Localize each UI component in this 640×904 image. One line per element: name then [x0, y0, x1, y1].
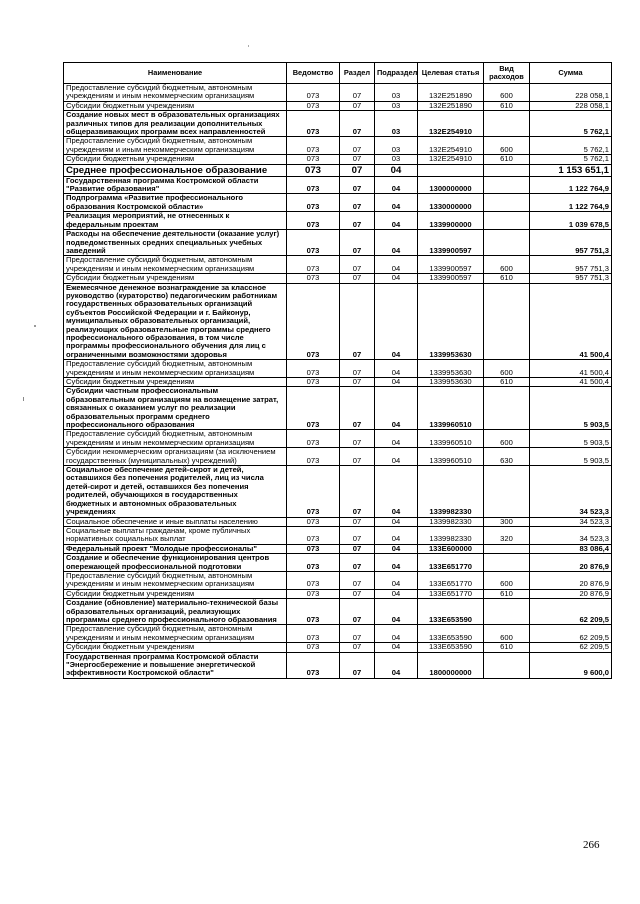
- scan-artifact: [248, 45, 249, 47]
- cell-exptype: 320: [484, 526, 530, 544]
- cell-subsection: 04: [375, 517, 418, 526]
- cell-name: Предоставление субсидий бюджетным, автономным учреждениям и иным некоммерческим организациям: [64, 256, 287, 274]
- table-row: [64, 554, 612, 572]
- cell-dept: 073: [287, 111, 340, 137]
- cell-sum: 83 086,4: [530, 544, 612, 553]
- cell-sum: 957 751,3: [530, 274, 612, 283]
- cell-name: Субсидии некоммерческим организациям (за исключением государственных (муниципальных) учреждений): [64, 448, 287, 466]
- cell-subsection: 04: [375, 526, 418, 544]
- header-exptype: Вид расходов: [484, 63, 530, 84]
- cell-target: 1339982330: [418, 466, 484, 517]
- cell-dept: 073: [287, 256, 340, 274]
- cell-subsection: 04: [375, 466, 418, 517]
- cell-section: 07: [340, 643, 375, 652]
- table-row: [64, 466, 612, 517]
- cell-exptype: [484, 544, 530, 553]
- table-row: [64, 274, 612, 283]
- header-section: Раздел: [340, 63, 375, 84]
- table-row: [64, 137, 612, 155]
- cell-exptype: 300: [484, 517, 530, 526]
- cell-name: Предоставление субсидий бюджетным, автономным учреждениям и иным некоммерческим организациям: [64, 625, 287, 643]
- cell-sum: 1 122 764,9: [530, 176, 612, 194]
- cell-subsection: 04: [375, 360, 418, 378]
- cell-dept: 073: [287, 448, 340, 466]
- cell-exptype: 600: [484, 360, 530, 378]
- cell-name: Субсидии бюджетным учреждениям: [64, 101, 287, 110]
- cell-name: Субсидии бюджетным учреждениям: [64, 274, 287, 283]
- cell-section: 07: [340, 230, 375, 256]
- cell-name: Предоставление субсидий бюджетным, автономным учреждениям и иным некоммерческим организациям: [64, 430, 287, 448]
- cell-section: 07: [340, 194, 375, 212]
- cell-dept: 073: [287, 176, 340, 194]
- cell-target: 132E254910: [418, 137, 484, 155]
- cell-dept: 073: [287, 212, 340, 230]
- cell-sum: 20 876,9: [530, 589, 612, 598]
- cell-name: Расходы на обеспечение деятельности (оказание услуг) подведомственных средних специальных учебных заведений: [64, 230, 287, 256]
- cell-exptype: 600: [484, 625, 530, 643]
- table-row: [64, 194, 612, 212]
- cell-section: 07: [340, 378, 375, 387]
- cell-section: 07: [340, 212, 375, 230]
- cell-name: Предоставление субсидий бюджетным, автономным учреждениям и иным некоммерческим организациям: [64, 360, 287, 378]
- cell-exptype: 600: [484, 571, 530, 589]
- cell-section: 07: [340, 430, 375, 448]
- cell-exptype: [484, 652, 530, 678]
- cell-subsection: 03: [375, 155, 418, 164]
- cell-sum: 62 209,5: [530, 643, 612, 652]
- cell-exptype: [484, 111, 530, 137]
- cell-sum: 228 058,1: [530, 101, 612, 110]
- cell-dept: 073: [287, 360, 340, 378]
- cell-exptype: 600: [484, 84, 530, 102]
- cell-exptype: [484, 230, 530, 256]
- cell-sum: 228 058,1: [530, 84, 612, 102]
- cell-target: 1339982330: [418, 526, 484, 544]
- cell-sum: 1 153 651,1: [530, 164, 612, 176]
- cell-dept: 073: [287, 625, 340, 643]
- cell-exptype: [484, 283, 530, 360]
- cell-section: 07: [340, 155, 375, 164]
- cell-section: 07: [340, 101, 375, 110]
- table-row: [64, 283, 612, 360]
- cell-dept: 073: [287, 283, 340, 360]
- cell-exptype: 600: [484, 430, 530, 448]
- budget-table: [63, 62, 612, 679]
- cell-dept: 073: [287, 571, 340, 589]
- cell-subsection: 04: [375, 544, 418, 553]
- cell-exptype: 630: [484, 448, 530, 466]
- cell-target: 1300000000: [418, 176, 484, 194]
- cell-section: 07: [340, 274, 375, 283]
- cell-section: 07: [340, 164, 375, 176]
- cell-target: 133E651770: [418, 571, 484, 589]
- cell-target: 133E600000: [418, 544, 484, 553]
- cell-target: 1339982330: [418, 517, 484, 526]
- cell-dept: 073: [287, 526, 340, 544]
- cell-subsection: 04: [375, 448, 418, 466]
- table-row: [64, 360, 612, 378]
- cell-exptype: [484, 387, 530, 430]
- table-row: [64, 599, 612, 625]
- cell-exptype: 600: [484, 137, 530, 155]
- cell-exptype: 610: [484, 101, 530, 110]
- cell-subsection: 04: [375, 599, 418, 625]
- cell-subsection: 04: [375, 589, 418, 598]
- table-row: [64, 176, 612, 194]
- cell-sum: 1 122 764,9: [530, 194, 612, 212]
- cell-target: 1800000000: [418, 652, 484, 678]
- cell-section: 07: [340, 137, 375, 155]
- cell-exptype: [484, 176, 530, 194]
- cell-exptype: 610: [484, 378, 530, 387]
- cell-dept: 073: [287, 194, 340, 212]
- cell-sum: 41 500,4: [530, 283, 612, 360]
- cell-name: Государственная программа Костромской области "Развитие образования": [64, 176, 287, 194]
- cell-dept: 073: [287, 554, 340, 572]
- scan-artifact: [23, 397, 24, 401]
- table-row: [64, 164, 612, 176]
- cell-dept: 073: [287, 652, 340, 678]
- cell-exptype: [484, 554, 530, 572]
- cell-exptype: 600: [484, 256, 530, 274]
- cell-section: 07: [340, 554, 375, 572]
- cell-sum: 20 876,9: [530, 554, 612, 572]
- cell-sum: 62 209,5: [530, 599, 612, 625]
- cell-name: Ежемесячное денежное вознаграждение за классное руководство (кураторство) педагогическим работникам государственных образовательных организаций субъектов Российской Федерации и г. Байконур, муниципальных образовательных организаций, реализующих образовательные программы среднего профессионального образования, в том числе программы профессионального обучения для лиц с ограниченными возможностями здоровья: [64, 283, 287, 360]
- cell-subsection: 04: [375, 378, 418, 387]
- cell-target: 132E251890: [418, 84, 484, 102]
- cell-subsection: 04: [375, 176, 418, 194]
- header-subsection: Подраздел: [375, 63, 418, 84]
- cell-exptype: [484, 466, 530, 517]
- cell-section: 07: [340, 283, 375, 360]
- cell-target: 133E653590: [418, 599, 484, 625]
- cell-subsection: 03: [375, 111, 418, 137]
- cell-section: 07: [340, 526, 375, 544]
- cell-dept: 073: [287, 643, 340, 652]
- cell-dept: 073: [287, 230, 340, 256]
- cell-target: 132E254910: [418, 111, 484, 137]
- cell-section: 07: [340, 387, 375, 430]
- table-row: [64, 517, 612, 526]
- table-row: [64, 84, 612, 102]
- cell-dept: 073: [287, 155, 340, 164]
- cell-exptype: [484, 164, 530, 176]
- cell-sum: 62 209,5: [530, 625, 612, 643]
- cell-name: Среднее профессиональное образование: [64, 164, 287, 176]
- scan-artifact: [34, 325, 36, 327]
- cell-target: 132E251890: [418, 101, 484, 110]
- cell-exptype: [484, 194, 530, 212]
- table-row: [64, 212, 612, 230]
- cell-section: 07: [340, 448, 375, 466]
- cell-target: 133E651770: [418, 554, 484, 572]
- cell-exptype: 610: [484, 274, 530, 283]
- cell-dept: 073: [287, 274, 340, 283]
- table-row: [64, 526, 612, 544]
- cell-target: 1339960510: [418, 430, 484, 448]
- page-number: 266: [583, 839, 600, 851]
- cell-name: Предоставление субсидий бюджетным, автономным учреждениям и иным некоммерческим организациям: [64, 84, 287, 102]
- header-target: Целевая статья: [418, 63, 484, 84]
- cell-sum: 1 039 678,5: [530, 212, 612, 230]
- cell-sum: 5 762,1: [530, 155, 612, 164]
- table-row: [64, 111, 612, 137]
- cell-sum: 957 751,3: [530, 256, 612, 274]
- cell-section: 07: [340, 84, 375, 102]
- table-row: [64, 643, 612, 652]
- cell-target: 132E254910: [418, 155, 484, 164]
- header-dept: Ведомство: [287, 63, 340, 84]
- cell-subsection: 04: [375, 554, 418, 572]
- cell-subsection: 04: [375, 274, 418, 283]
- cell-exptype: 610: [484, 155, 530, 164]
- cell-name: Субсидии частным профессиональным образовательным организациям на возмещение затрат, связанных с оказанием услуг по реализации образовательных программ среднего профессионального образования: [64, 387, 287, 430]
- cell-sum: 5 762,1: [530, 111, 612, 137]
- table-row: [64, 652, 612, 678]
- cell-name: Предоставление субсидий бюджетным, автономным учреждениям и иным некоммерческим организациям: [64, 137, 287, 155]
- cell-dept: 073: [287, 466, 340, 517]
- cell-subsection: 04: [375, 571, 418, 589]
- cell-dept: 073: [287, 84, 340, 102]
- cell-name: Предоставление субсидий бюджетным, автономным учреждениям и иным некоммерческим организациям: [64, 571, 287, 589]
- cell-dept: 073: [287, 137, 340, 155]
- cell-target: 1339900000: [418, 212, 484, 230]
- header-name: Наименование: [64, 63, 287, 84]
- cell-section: 07: [340, 544, 375, 553]
- cell-name: Создание и обеспечение функционирования центров опережающей профессиональной подготовки: [64, 554, 287, 572]
- cell-section: 07: [340, 571, 375, 589]
- cell-name: Субсидии бюджетным учреждениям: [64, 589, 287, 598]
- cell-section: 07: [340, 589, 375, 598]
- cell-sum: 34 523,3: [530, 526, 612, 544]
- cell-dept: 073: [287, 101, 340, 110]
- table-row: [64, 230, 612, 256]
- cell-sum: 5 903,5: [530, 448, 612, 466]
- cell-subsection: 04: [375, 212, 418, 230]
- cell-subsection: 04: [375, 430, 418, 448]
- cell-dept: 073: [287, 387, 340, 430]
- cell-subsection: 04: [375, 164, 418, 176]
- cell-dept: 073: [287, 599, 340, 625]
- cell-sum: 5 762,1: [530, 137, 612, 155]
- cell-name: Федеральный проект "Молодые профессионалы": [64, 544, 287, 553]
- cell-sum: 34 523,3: [530, 517, 612, 526]
- table-row: [64, 571, 612, 589]
- cell-dept: 073: [287, 378, 340, 387]
- cell-exptype: 610: [484, 643, 530, 652]
- cell-subsection: 03: [375, 137, 418, 155]
- table-row: [64, 448, 612, 466]
- cell-section: 07: [340, 599, 375, 625]
- cell-target: 133E653590: [418, 643, 484, 652]
- cell-subsection: 04: [375, 283, 418, 360]
- cell-name: Реализация мероприятий, не отнесенных к федеральным проектам: [64, 212, 287, 230]
- cell-section: 07: [340, 652, 375, 678]
- table-row: [64, 387, 612, 430]
- cell-section: 07: [340, 111, 375, 137]
- cell-exptype: [484, 599, 530, 625]
- cell-section: 07: [340, 256, 375, 274]
- cell-sum: 20 876,9: [530, 571, 612, 589]
- cell-sum: 9 600,0: [530, 652, 612, 678]
- table-body: [64, 84, 612, 679]
- cell-target: 1339953630: [418, 378, 484, 387]
- cell-subsection: 04: [375, 230, 418, 256]
- cell-dept: 073: [287, 430, 340, 448]
- cell-target: 1339900597: [418, 230, 484, 256]
- cell-name: Социальное обеспечение детей-сирот и детей, оставшихся без попечения родителей, лиц из числа детей-сирот и детей, оставшихся без попечения родителей, обучающихся в государственных бюджетных и автономных образовательных учреждениях: [64, 466, 287, 517]
- cell-target: 133E653590: [418, 625, 484, 643]
- cell-sum: 41 500,4: [530, 378, 612, 387]
- cell-subsection: 04: [375, 643, 418, 652]
- cell-name: Социальные выплаты гражданам, кроме публичных нормативных социальных выплат: [64, 526, 287, 544]
- cell-subsection: 04: [375, 625, 418, 643]
- cell-sum: 5 903,5: [530, 387, 612, 430]
- cell-name: Субсидии бюджетным учреждениям: [64, 155, 287, 164]
- cell-subsection: 04: [375, 256, 418, 274]
- cell-subsection: 03: [375, 101, 418, 110]
- cell-target: 1339953630: [418, 283, 484, 360]
- cell-section: 07: [340, 625, 375, 643]
- cell-name: Субсидии бюджетным учреждениям: [64, 643, 287, 652]
- cell-exptype: 610: [484, 589, 530, 598]
- cell-subsection: 04: [375, 194, 418, 212]
- cell-dept: 073: [287, 517, 340, 526]
- cell-name: Создание новых мест в образовательных организациях различных типов для реализации дополнительных общеразвивающих программ всех направленностей: [64, 111, 287, 137]
- header-sum: Сумма: [530, 63, 612, 84]
- cell-dept: 073: [287, 164, 340, 176]
- cell-target: 1339900597: [418, 274, 484, 283]
- table-row: [64, 155, 612, 164]
- cell-target: 133E651770: [418, 589, 484, 598]
- cell-dept: 073: [287, 544, 340, 553]
- cell-subsection: 04: [375, 387, 418, 430]
- cell-name: Государственная программа Костромской области "Энергосбережение и повышение энергетической эффективности Костромской области": [64, 652, 287, 678]
- cell-target: [418, 164, 484, 176]
- cell-target: 1339960510: [418, 387, 484, 430]
- cell-target: 1339960510: [418, 448, 484, 466]
- cell-subsection: 04: [375, 652, 418, 678]
- cell-section: 07: [340, 176, 375, 194]
- cell-exptype: [484, 212, 530, 230]
- cell-sum: 34 523,3: [530, 466, 612, 517]
- table-row: [64, 430, 612, 448]
- table-row: [64, 256, 612, 274]
- cell-sum: 957 751,3: [530, 230, 612, 256]
- cell-subsection: 03: [375, 84, 418, 102]
- cell-name: Подпрограмма «Развитие профессионального образования Костромской области»: [64, 194, 287, 212]
- cell-section: 07: [340, 466, 375, 517]
- cell-name: Субсидии бюджетным учреждениям: [64, 378, 287, 387]
- cell-section: 07: [340, 517, 375, 526]
- cell-target: 1339953630: [418, 360, 484, 378]
- cell-section: 07: [340, 360, 375, 378]
- cell-dept: 073: [287, 589, 340, 598]
- cell-target: 1330000000: [418, 194, 484, 212]
- cell-sum: 41 500,4: [530, 360, 612, 378]
- cell-target: 1339900597: [418, 256, 484, 274]
- cell-name: Социальное обеспечение и иные выплаты населению: [64, 517, 287, 526]
- cell-sum: 5 903,5: [530, 430, 612, 448]
- table-row: [64, 625, 612, 643]
- table-header-row: [64, 63, 612, 84]
- cell-name: Создание (обновление) материально-технической базы образовательных организаций, реализующих программы среднего профессионального образования: [64, 599, 287, 625]
